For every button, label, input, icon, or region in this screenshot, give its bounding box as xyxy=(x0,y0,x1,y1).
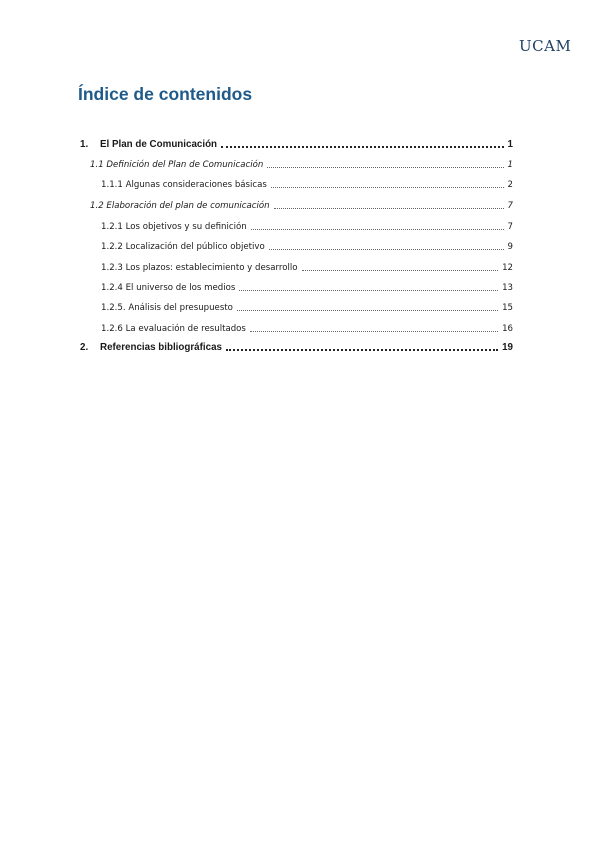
toc-entry-title: El Plan de Comunicación xyxy=(100,139,218,150)
toc-entry-evaluacion[interactable] xyxy=(101,324,513,334)
toc-entry-page: 1 xyxy=(507,139,513,150)
toc-entry-title: 1.2.6 La evaluación de resultados xyxy=(101,324,246,334)
toc-entry-page: 7 xyxy=(507,201,513,211)
toc-entry-title: Referencias bibliográficas xyxy=(100,342,222,353)
toc-dot-leader xyxy=(237,309,498,311)
toc-dot-leader xyxy=(267,166,503,168)
toc-dot-leader xyxy=(274,207,504,209)
toc-entry-presupuesto[interactable] xyxy=(101,303,513,313)
toc-entry-page: 2 xyxy=(507,180,513,190)
toc-dot-leader xyxy=(302,269,499,271)
toc-dot-leader xyxy=(250,330,498,332)
toc-entry-title: 1.2.5. Análisis del presupuesto xyxy=(101,303,233,313)
toc-entry-page: 16 xyxy=(502,324,513,334)
toc-entry-page: 13 xyxy=(502,283,513,293)
toc-entry-plan-comunicacion[interactable] xyxy=(80,139,513,150)
toc-entry-title: 1.2.3 Los plazos: establecimiento y desarrollo xyxy=(101,263,298,273)
page-title: Índice de contenidos xyxy=(78,84,253,104)
toc-entry-number: 1. xyxy=(80,139,89,150)
ucam-logo: UCAM xyxy=(519,37,572,55)
toc-entry-title: 1.2.2 Localización del público objetivo xyxy=(101,242,265,252)
toc-entry-page: 19 xyxy=(502,342,513,353)
toc-entry-definicion[interactable] xyxy=(90,160,513,170)
toc-entry-page: 7 xyxy=(507,222,513,232)
toc-dot-leader xyxy=(226,347,498,351)
toc-entry-number: 2. xyxy=(80,342,89,353)
toc-entry-universo-medios[interactable] xyxy=(101,283,513,293)
toc-dot-leader xyxy=(269,248,504,250)
toc-dot-leader xyxy=(251,228,504,230)
toc-entry-plazos[interactable] xyxy=(101,263,513,273)
toc-dot-leader xyxy=(221,144,504,148)
toc-entry-title: 1.2.4 El universo de los medios xyxy=(101,283,236,293)
toc-entry-consideraciones[interactable] xyxy=(101,180,513,190)
toc-entry-page: 12 xyxy=(502,263,513,273)
toc-entry-page: 9 xyxy=(507,242,513,252)
toc-dot-leader xyxy=(239,289,498,291)
toc-entry-referencias[interactable] xyxy=(80,342,513,353)
toc-entry-objetivos[interactable] xyxy=(101,222,513,232)
toc-entry-elaboracion[interactable] xyxy=(90,201,513,211)
toc-entry-title: 1.1 Definición del Plan de Comunicación xyxy=(90,160,264,170)
toc-entry-title: 1.2 Elaboración del plan de comunicación xyxy=(90,201,270,211)
toc-entry-title: 1.2.1 Los objetivos y su definición xyxy=(101,222,247,232)
toc-entry-page: 15 xyxy=(502,303,513,313)
toc-entry-title: 1.1.1 Algunas consideraciones básicas xyxy=(101,180,267,190)
toc-entry-page: 1 xyxy=(507,160,513,170)
toc-dot-leader xyxy=(271,186,504,188)
toc-entry-publico-objetivo[interactable] xyxy=(101,242,513,252)
